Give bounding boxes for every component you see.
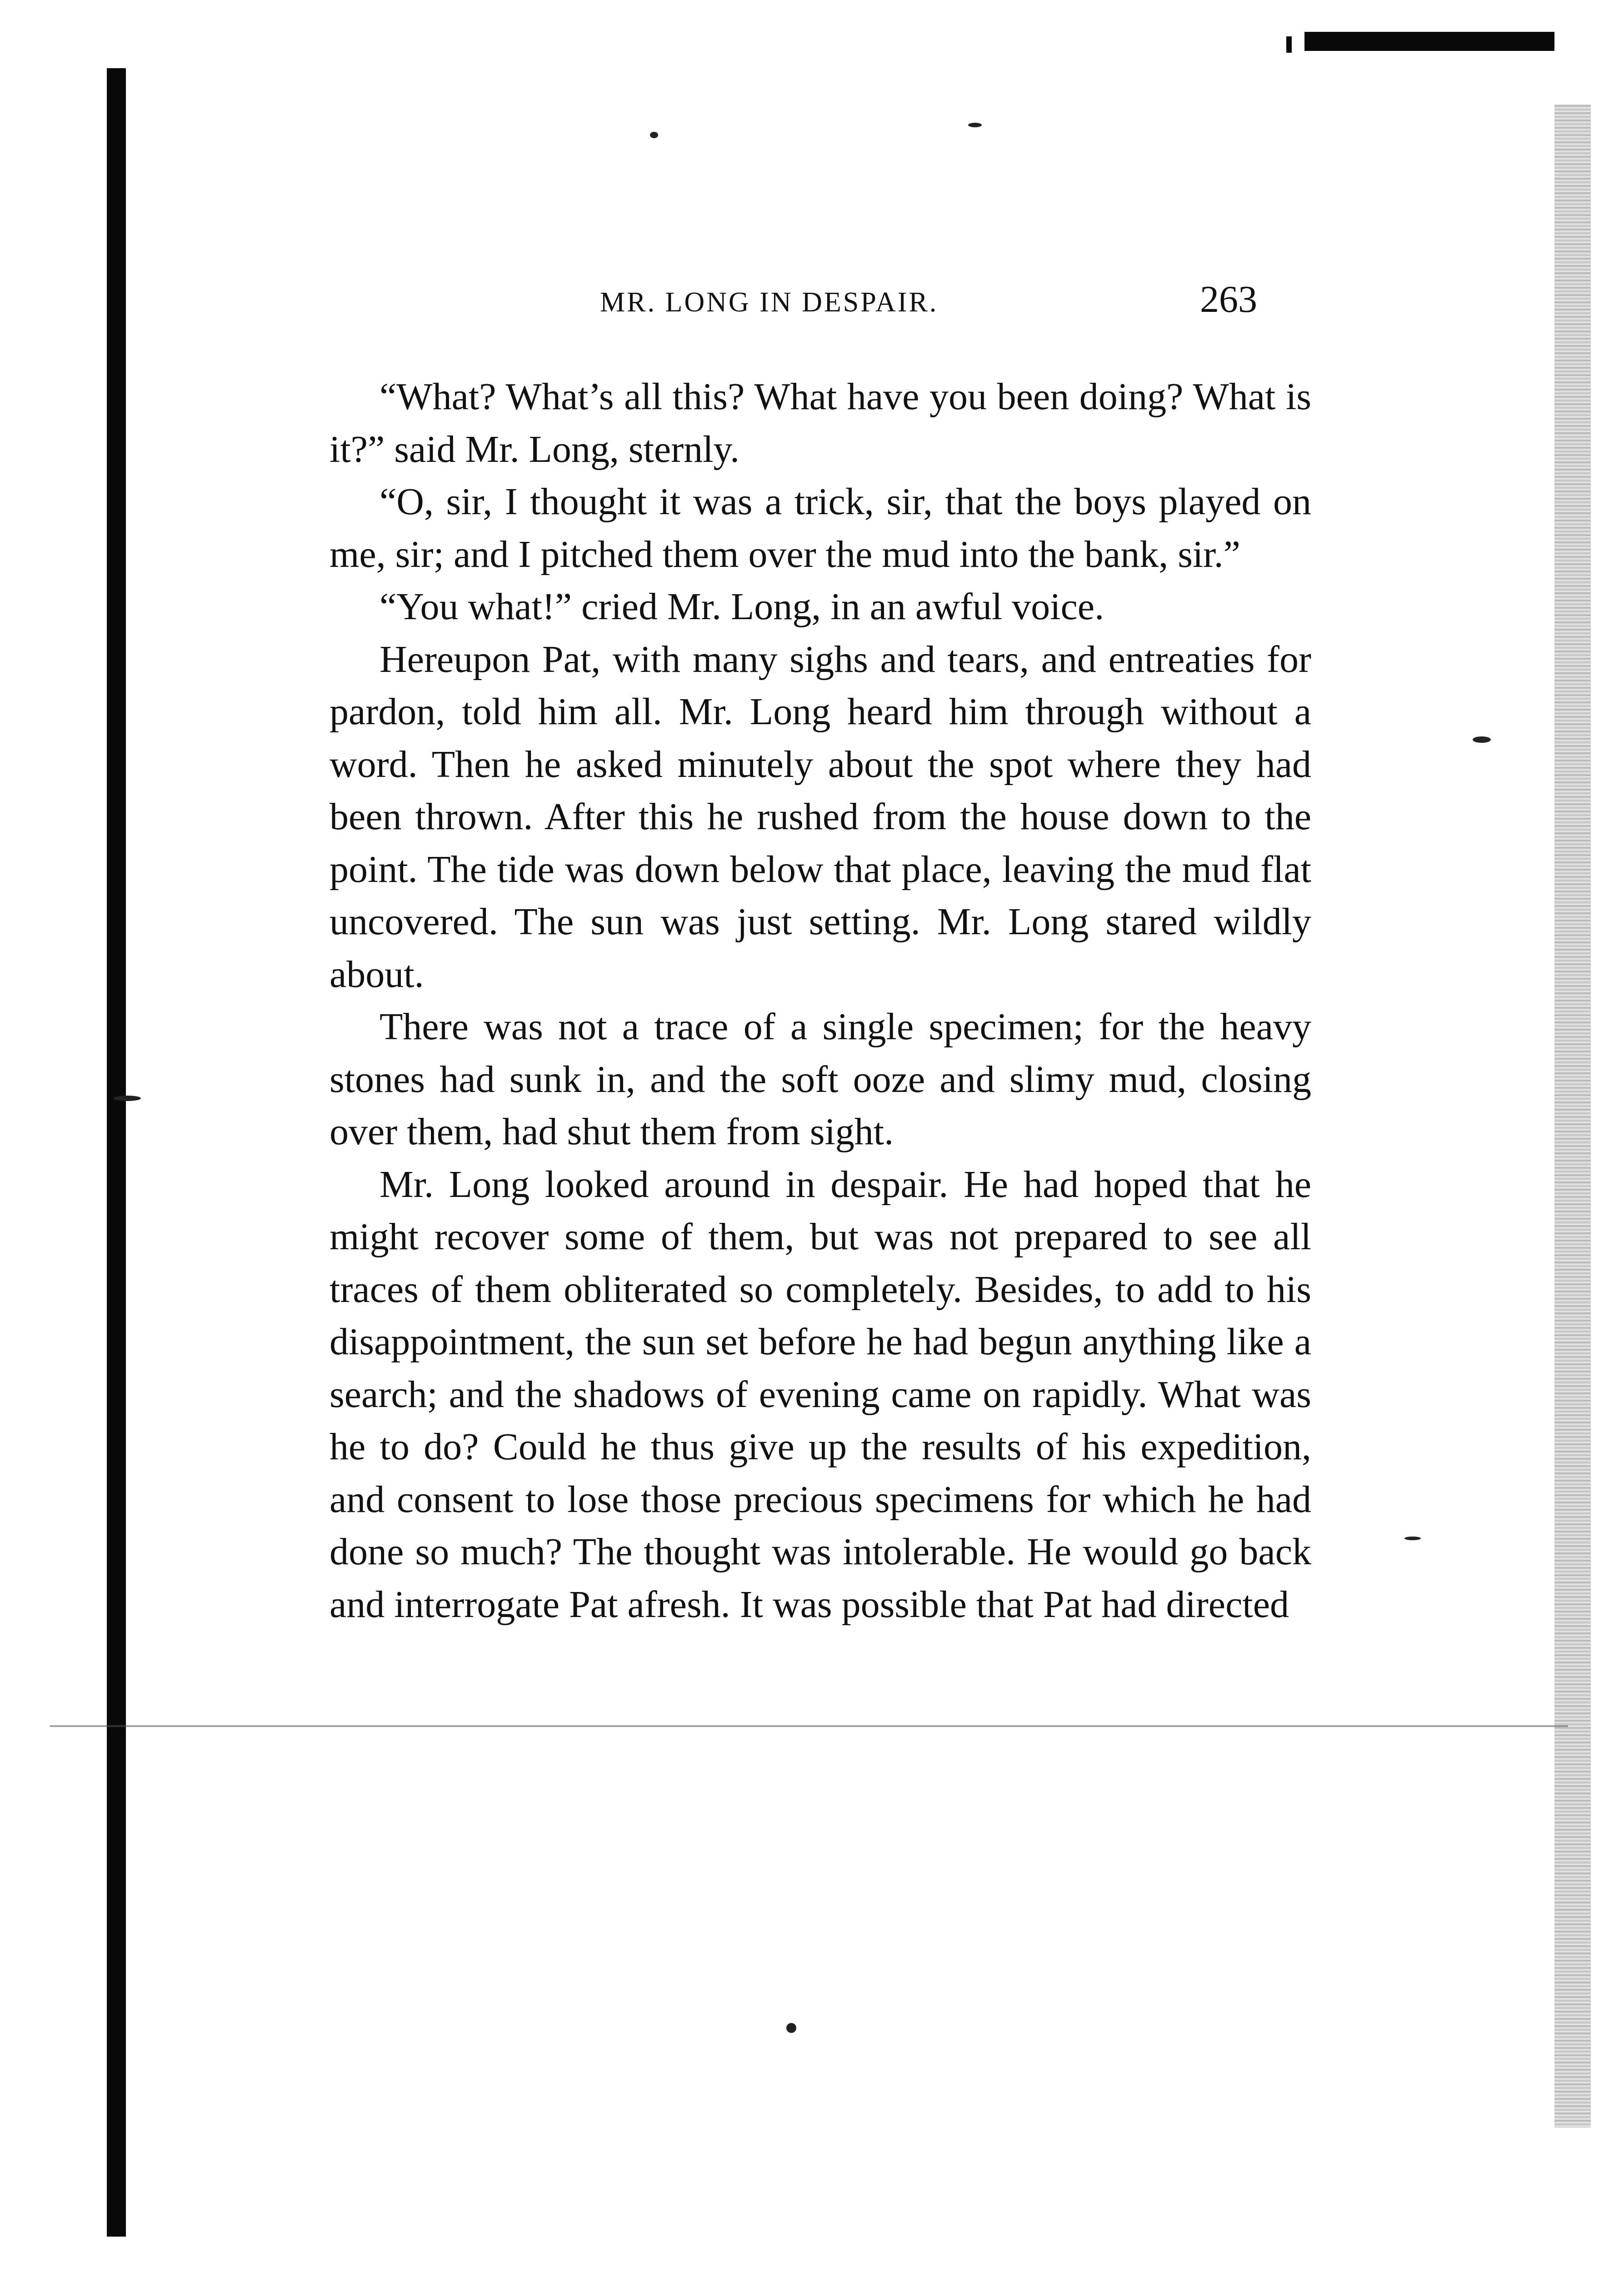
ink-speck xyxy=(650,132,658,138)
ink-speck xyxy=(786,2023,796,2033)
paragraph: Hereupon Pat, with many sighs and tears, and entreaties for pardon, told him all. Mr. Long heard him through without a word. Then he asked minutely about the spot where they had been thrown. After this he rushed from the house down to the point. The tide was down below that place, leaving the mud flat uncovered. The sun was just setting. Mr. Long stared wildly about. xyxy=(330,638,1311,996)
scan-border-top xyxy=(1304,32,1554,51)
paragraph: “You what!” cried Mr. Long, in an awful voice. xyxy=(380,586,1104,628)
scan-edge-right xyxy=(1554,105,1591,2128)
scan-line xyxy=(50,1725,1568,1727)
running-title: MR. LONG IN DESPAIR. xyxy=(600,287,939,318)
ink-speck xyxy=(1404,1537,1421,1540)
paragraph: Mr. Long looked around in despair. He had hoped that he might recover some of them, but was not prepared to see all traces of them obliterated so completely. Besides, to add to his disappointment, the sun set before he had begun anything like a search; and the shadows of evening came on rapidly. What was he to do? Could he thus give up the results of his expedition, and consent to lose those precious specimens for which he had done so much? The thought was intolerable. He would go back and interrogate Pat afresh. It was possible that Pat had directed xyxy=(330,1163,1311,1626)
scan-border-left xyxy=(107,68,126,2237)
ink-speck xyxy=(114,1096,141,1101)
paragraph: There was not a trace of a single specimen; for the heavy stones had sunk in, and the soft ooze and slimy mud, closing over them, had shut them from sight. xyxy=(330,1006,1311,1153)
scan-mark-top xyxy=(1286,36,1292,53)
running-head xyxy=(332,277,1332,327)
page-number: 263 xyxy=(1200,278,1257,320)
body-text xyxy=(330,370,1311,1631)
paragraph: “O, sir, I thought it was a trick, sir, that the boys played on me, sir; and I pitched them over the mud into the bank, sir.” xyxy=(330,481,1311,576)
paragraph: “What? What’s all this? What have you been doing? What is it?” said Mr. Long, sternly. xyxy=(330,375,1311,471)
ink-speck xyxy=(968,123,982,127)
ink-speck xyxy=(1473,736,1491,743)
